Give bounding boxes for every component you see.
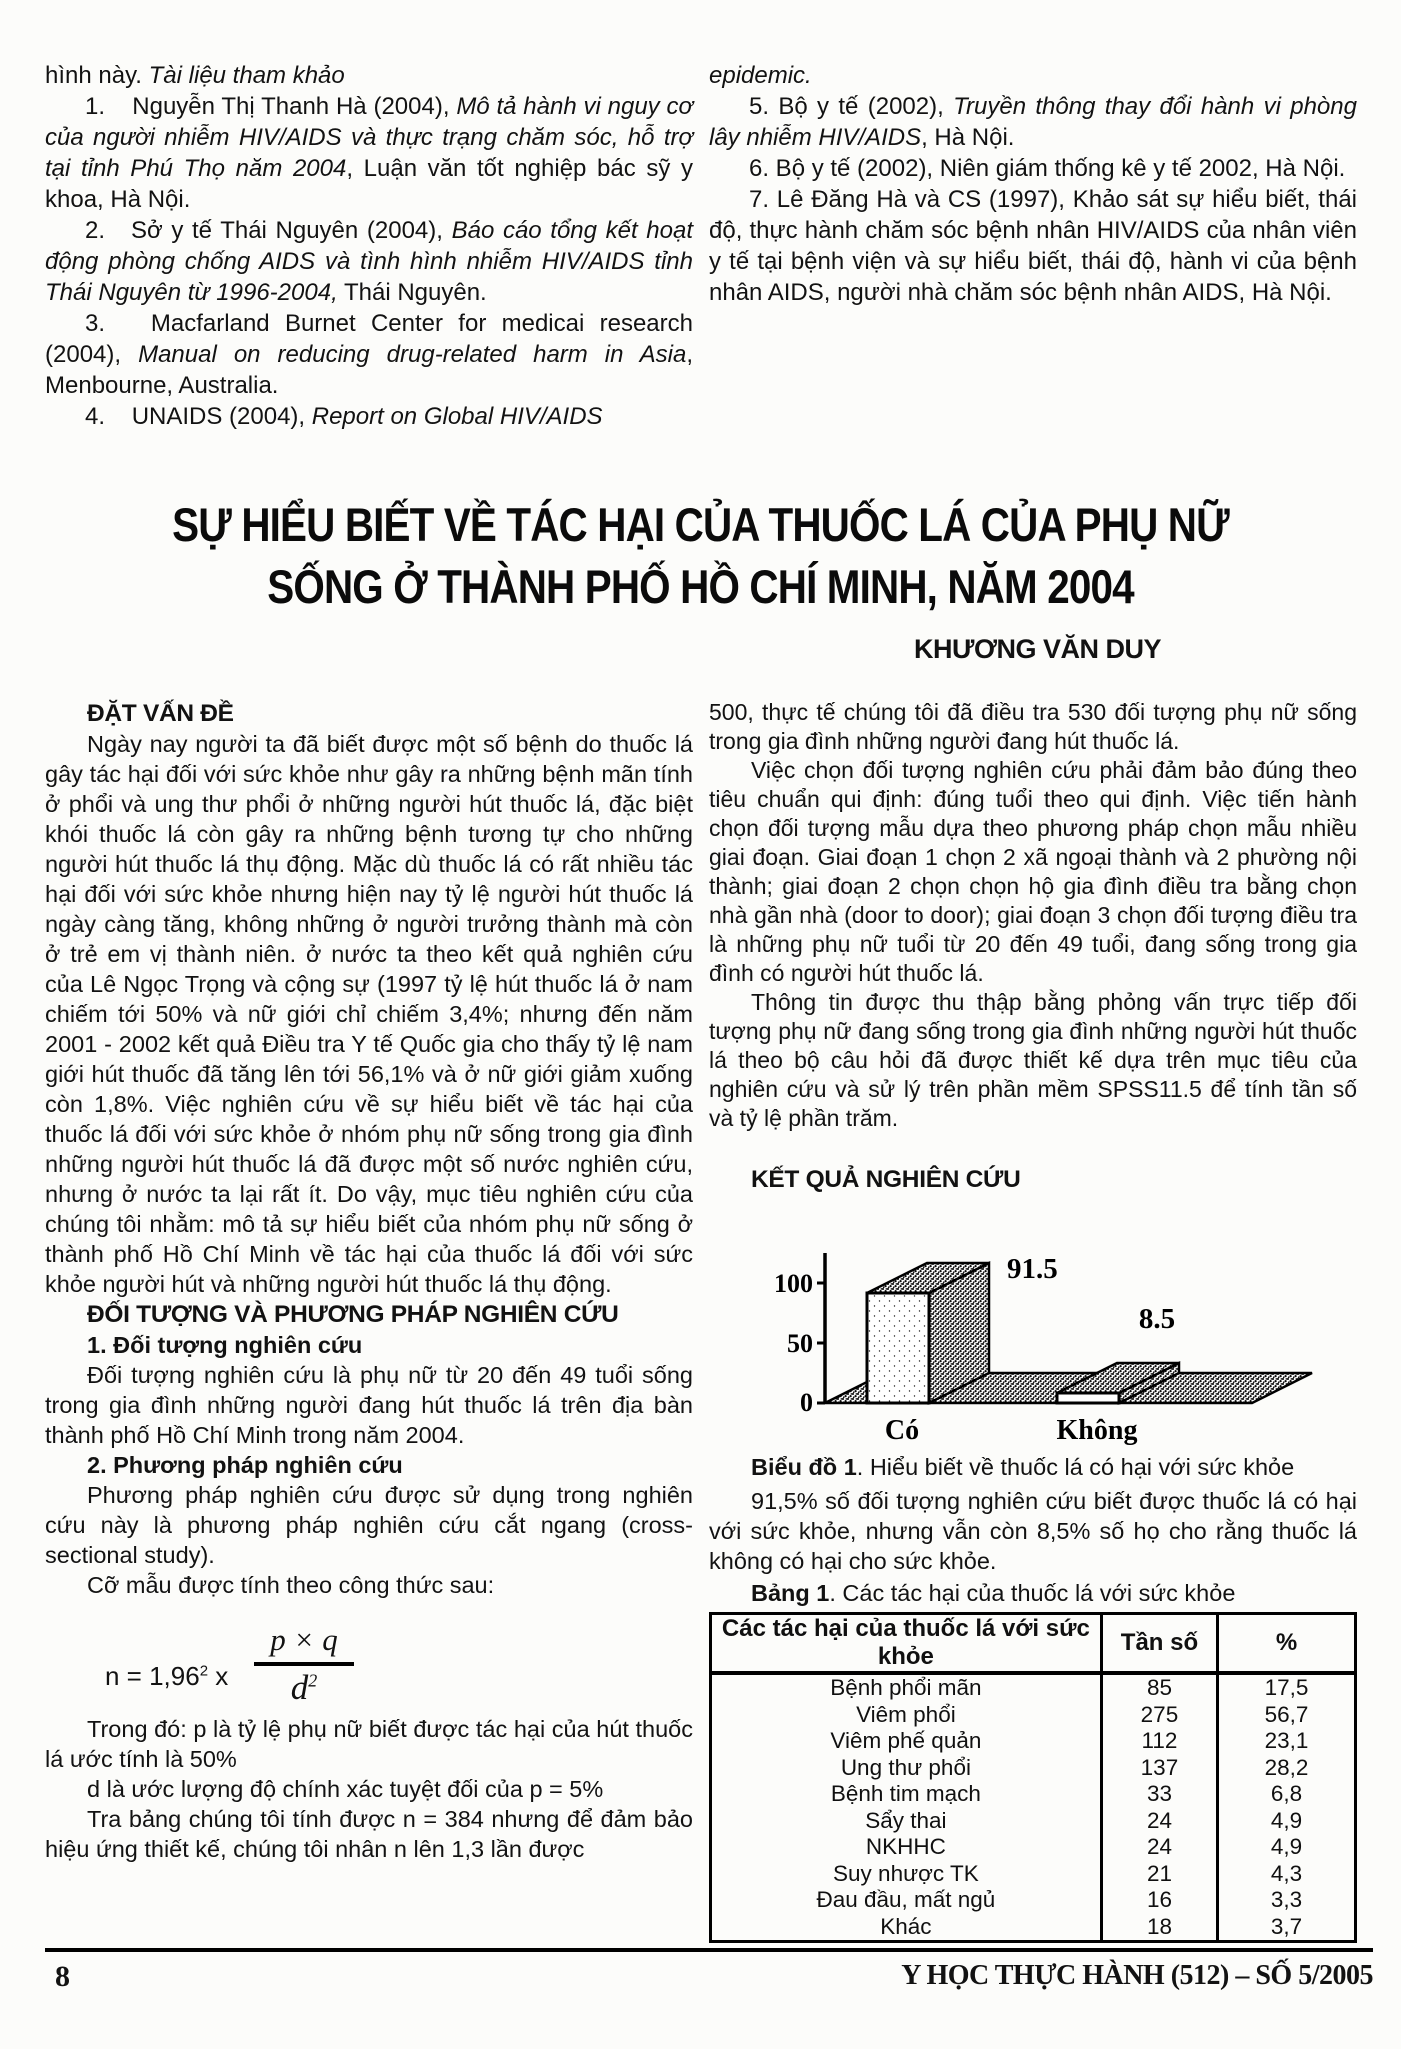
table-row — [711, 1834, 1356, 1861]
method-paragraph: Phương pháp nghiên cứu được sử dụng trong nghiên cứu này là phương pháp nghiên cứu cắt ngang (cross-sectional study). — [45, 1482, 693, 1568]
reference-item — [45, 91, 693, 215]
subsection-heading-subjects: 1. Đối tượng nghiên cứu — [87, 1332, 363, 1358]
table-row — [711, 1728, 1356, 1755]
table-row — [711, 1887, 1356, 1914]
formula-left-side — [105, 1661, 228, 1708]
sample-size-intro: Cỡ mẫu được tính theo công thức sau: — [87, 1572, 495, 1598]
cell-frequency: 16 — [1101, 1887, 1217, 1914]
body-right-column — [709, 698, 1357, 1946]
table-row — [711, 1861, 1356, 1888]
results-bar-chart — [767, 1198, 1327, 1453]
cell-frequency: 137 — [1101, 1755, 1217, 1782]
subjects-paragraph: Đối tượng nghiên cứu là phụ nữ từ 20 đến 49 tuổi sống trong gia đình những người đang hút thuốc lá trên địa bàn thành phố Hồ Chí Minh trong năm 2004. — [45, 1362, 693, 1448]
y-tick-50: 50 — [787, 1329, 813, 1358]
cell-percent: 3,3 — [1218, 1887, 1356, 1914]
ref-lead: 2. Sở y tế Thái Nguyên (2004), — [85, 217, 452, 244]
references-left-column — [45, 60, 693, 432]
y-tick-0: 0 — [800, 1388, 813, 1417]
cell-percent: 28,2 — [1218, 1755, 1356, 1782]
section-heading-introduction: ĐẶT VẤN ĐỀ — [87, 700, 234, 727]
author-name: KHƯƠNG VĂN DUY — [914, 634, 1161, 664]
reference-item — [45, 308, 693, 401]
cell-harm: Ung thư phổi — [840, 1754, 971, 1780]
reference-intro-text: hình này. — [45, 62, 149, 89]
article-title-line-1: SỰ HIỂU BIẾT VỀ TÁC HẠI CỦA THUỐC LÁ CỦA PHỤ NỮ — [172, 498, 1229, 551]
cell-harm: Khác — [880, 1913, 932, 1939]
cell-harm: Bệnh tim mạch — [830, 1781, 981, 1807]
chart-y-axis — [774, 1253, 825, 1417]
table-row — [711, 1755, 1356, 1782]
ref-tail: Thái Nguyên. — [337, 279, 487, 306]
reference-item — [709, 91, 1357, 153]
chart-caption-text: . Hiểu biết về thuốc lá có hại với sức khỏe — [856, 1454, 1295, 1480]
cell-percent: 56,7 — [1218, 1702, 1356, 1729]
cell-percent: 4,9 — [1218, 1808, 1356, 1835]
cell-harm: Đau đầu, mất ngủ — [816, 1887, 996, 1913]
value-label-co: 91.5 — [1007, 1253, 1058, 1285]
body-paragraph-continuation: 500, thực tế chúng tôi đã điều tra 530 đối tượng phụ nữ sống trong gia đình những người đang hút thuốc lá. — [709, 699, 1357, 754]
reference-item — [45, 215, 693, 308]
formula-fraction — [254, 1622, 353, 1708]
reference-item — [709, 153, 1357, 184]
harm-table — [709, 1612, 1357, 1943]
table-header-percent: % — [1218, 1614, 1356, 1674]
reference-item — [709, 60, 1357, 91]
formula-note-n: Tra bảng chúng tôi tính được n = 384 nhưng để đảm bảo hiệu ứng thiết kế, chúng tôi nhân n lên 1,3 lần được — [45, 1806, 693, 1862]
reference-item — [709, 184, 1357, 308]
cell-frequency: 275 — [1101, 1702, 1217, 1729]
introduction-paragraph: Ngày nay người ta đã biết được một số bệnh do thuốc lá gây tác hại đối với sức khỏe như gây ra những bệnh mãn tính ở phổi và ung thư phổi ở những người hút thuốc lá, đặc biệt khói thuốc lá còn gây ra những bệnh tương tự cho những người hút thuốc lá thụ động. Mặc dù thuốc lá có rất nhiều tác hại đối với sức khỏe nhưng hiện nay tỷ lệ người hút thuốc lá ngày càng tăng, không những ở người trưởng thành mà còn ở trẻ em vị thành niên. ở nước ta theo kết quả nghiên cứu của Lê Ngọc Trọng và cộng sự (1997 tỷ lệ hút thuốc lá ở nam chiếm tới 50% và nữ giới chỉ chiếm 3,4%; nhưng đến năm 2001 - 2002 kết quả Điều tra Y tế Quốc gia cho thấy tỷ lệ nam giới hút thuốc đã tăng lên tới 56,1% và ở nữ giới giảm xuống còn 1,8%. Việc nghiên cứu về sự hiểu biết về tác hại của thuốc lá đối với sức khỏe ở nhóm phụ nữ sống trong gia đình những người hút thuốc lá đã được một số nước nghiên cứu, nhưng ở nước ta lại rất ít. Do vậy, mục tiêu nghiên cứu của chúng tôi nhằm: mô tả sự hiểu biết của nhóm phụ nữ sống ở thành phố Hồ Chí Minh về tác hại của thuốc lá đối với sức khỏe người hút và những người hút thuốc lá thụ động. — [45, 731, 693, 1297]
subsection-heading-method: 2. Phương pháp nghiên cứu — [87, 1452, 403, 1478]
article-body — [45, 698, 1357, 1946]
value-label-khong: 8.5 — [1138, 1303, 1176, 1335]
table-caption-text: . Các tác hại của thuốc lá với sức khỏe — [829, 1580, 1236, 1606]
ref-title: Mô tả hành vi nguy cơ của người nhiễm HIV/AIDS và thực trạng chăm sóc, hỗ trợ tại tỉnh Phú Thọ năm 2004 — [45, 93, 694, 182]
formula-note-p: Trong đó: p là tỷ lệ phụ nữ biết được tác hại của hút thuốc lá ước tính là 50% — [45, 1716, 693, 1772]
cell-frequency: 85 — [1101, 1673, 1217, 1702]
ref-tail: , Menbourne, Australia. — [45, 341, 693, 399]
cell-frequency: 33 — [1101, 1781, 1217, 1808]
formula-numerator: p × q — [254, 1622, 353, 1666]
table-header-harms: Các tác hại của thuốc lá với sức khỏe — [711, 1614, 1102, 1674]
formula-n-term: n = 1,96 — [105, 1661, 200, 1691]
journal-title: Y HỌC THỰC HÀNH (512) – SỐ 5/2005 — [901, 1960, 1373, 1991]
chart-caption-label: Biểu đồ 1 — [751, 1454, 857, 1480]
ref-title: Báo cáo tổng kết hoạt động phòng chống AIDS và tình hình nhiễm HIV/AIDS tỉnh Thái Nguyên từ 1996-2004, — [45, 217, 694, 306]
table-row — [711, 1781, 1356, 1808]
cell-percent: 4,3 — [1218, 1861, 1356, 1888]
article-title-line-2: SỐNG Ở THÀNH PHỐ HỒ CHÍ MINH, NĂM 2004 — [267, 560, 1134, 613]
ref-lead: 1. Nguyễn Thị Thanh Hà (2004), — [85, 93, 457, 120]
results-heading-text: KẾT QUẢ NGHIÊN CỨU — [751, 1166, 1021, 1193]
harm-table-body — [711, 1673, 1356, 1942]
body-paragraph-selection: Việc chọn đối tượng nghiên cứu phải đảm bảo đúng theo tiêu chuẩn qui định: đúng tuổi theo qui định. Việc tiến hành chọn đối tượng mẫu dựa theo phương pháp chọn mẫu nhiều giai đoạn. Giai đoạn 1 chọn 2 xã ngoại thành và 2 phường nội thành; giai đoạn 2 chọn chọn hộ gia đình điều tra bằng chọn nhà gần nhà (door to door); giai đoạn 3 chọn đối tượng điều tra là những phụ nữ tuổi từ 20 đến 49 tuổi, đang sống trong gia đình có người hút thuốc lá. — [709, 757, 1357, 986]
cell-harm: Viêm phổi — [856, 1701, 956, 1727]
section-heading-methods: ĐỐI TƯỢNG VÀ PHƯƠNG PHÁP NGHIÊN CỨU — [87, 1301, 619, 1328]
reference-item — [45, 401, 693, 432]
cell-percent: 17,5 — [1218, 1673, 1356, 1702]
reference-intro-italic: Tài liệu tham khảo — [148, 62, 345, 89]
references-right-column — [709, 60, 1357, 432]
formula-den-exponent: 2 — [308, 1670, 318, 1691]
ref-lead: 3. Macfarland Burnet Center for medicai research (2004), — [45, 310, 693, 368]
cell-frequency: 21 — [1101, 1861, 1217, 1888]
cell-harm: NKHHC — [865, 1834, 946, 1860]
y-tick-100: 100 — [774, 1269, 813, 1298]
bar-chart-svg — [767, 1198, 1327, 1448]
cell-percent: 23,1 — [1218, 1728, 1356, 1755]
cell-harm: Viêm phế quản — [830, 1728, 982, 1754]
cell-harm: Bệnh phổi mãn — [830, 1675, 982, 1701]
ref-title: Report on Global HIV/AIDS — [311, 403, 603, 430]
chart-note-paragraph: 91,5% số đối tượng nghiên cứu biết được thuốc lá có hại với sức khỏe, nhưng vẫn còn 8,5% số họ cho rằng thuốc lá không có hại cho sức khỏe. — [709, 1488, 1357, 1574]
cell-harm: Suy nhược TK — [833, 1860, 979, 1886]
formula-exponent: 2 — [199, 1662, 209, 1680]
formula-times: x — [208, 1661, 229, 1691]
formula-den-base: d — [290, 1668, 309, 1707]
table-row — [711, 1673, 1356, 1702]
table-row — [711, 1808, 1356, 1835]
ref-title: Manual on reducing drug-related harm in Asia — [138, 341, 687, 368]
ref-lead: 7. Lê Đăng Hà và CS (1997), Khảo sát sự hiểu biết, thái độ, thực hành chăm sóc bệnh nhân HIV/AIDS của nhân viên y tế tại bệnh viện và sự hiểu biết, thái độ, hành vi của bệnh nhân AIDS, người nhà chăm sóc bệnh nhân AIDS, Hà Nội. — [709, 186, 1357, 306]
cell-percent: 6,8 — [1218, 1781, 1356, 1808]
ref-title: Truyền thông thay đổi hành vi phòng lây nhiễm HIV/AIDS — [709, 93, 1357, 151]
ref-tail: , Hà Nội. — [921, 124, 1015, 151]
cell-harm: Sẩy thai — [865, 1807, 947, 1833]
table-caption-label: Bảng 1 — [751, 1580, 830, 1606]
formula-denominator — [291, 1666, 318, 1708]
table-row — [711, 1914, 1356, 1942]
ref-lead: 5. Bộ y tế (2002), — [749, 93, 954, 120]
ref-tail: , Luận văn tốt nghiệp bác sỹ y khoa, Hà Nội. — [45, 155, 693, 213]
table-header-frequency: Tần số — [1101, 1614, 1217, 1674]
sample-size-formula — [105, 1604, 693, 1708]
reference-intro — [45, 60, 693, 91]
bar-co — [867, 1263, 989, 1403]
cell-frequency: 24 — [1101, 1834, 1217, 1861]
table-header-row — [711, 1614, 1356, 1674]
formula-note-d: d là ước lượng độ chính xác tuyệt đối của p = 5% — [87, 1776, 604, 1802]
table-row — [711, 1702, 1356, 1729]
table-caption — [709, 1578, 1357, 1608]
section-heading-results — [709, 1164, 1357, 1195]
category-label-khong: Không — [1056, 1415, 1138, 1446]
ref-lead: 4. UNAIDS (2004), — [85, 403, 312, 430]
cell-frequency: 24 — [1101, 1808, 1217, 1835]
cell-percent: 3,7 — [1218, 1914, 1356, 1942]
category-label-co: Có — [884, 1415, 920, 1446]
cell-frequency: 112 — [1101, 1728, 1217, 1755]
page-footer — [45, 1948, 1373, 1994]
cell-percent: 4,9 — [1218, 1834, 1356, 1861]
chart-caption — [709, 1452, 1357, 1482]
body-left-column — [45, 698, 693, 1946]
cell-frequency: 18 — [1101, 1914, 1217, 1942]
ref-title: epidemic. — [709, 62, 812, 89]
references-section — [45, 60, 1357, 432]
page-number: 8 — [55, 1960, 70, 1993]
article-title-block — [0, 494, 1401, 665]
right-column-text — [709, 698, 1357, 1133]
ref-lead: 6. Bộ y tế (2002), Niên giám thống kê y tế 2002, Hà Nội. — [749, 155, 1346, 182]
body-paragraph-data-collection: Thông tin được thu thập bằng phỏng vấn trực tiếp đối tượng phụ nữ đang sống trong gia đình những người hút thuốc lá theo bộ câu hỏi đã được thiết kế dựa trên mục tiêu của nghiên cứu và sử lý trên phần mềm SPSS11.5 để tính tần số và tỷ lệ phần trăm. — [709, 989, 1357, 1131]
harm-table-header — [711, 1614, 1356, 1674]
